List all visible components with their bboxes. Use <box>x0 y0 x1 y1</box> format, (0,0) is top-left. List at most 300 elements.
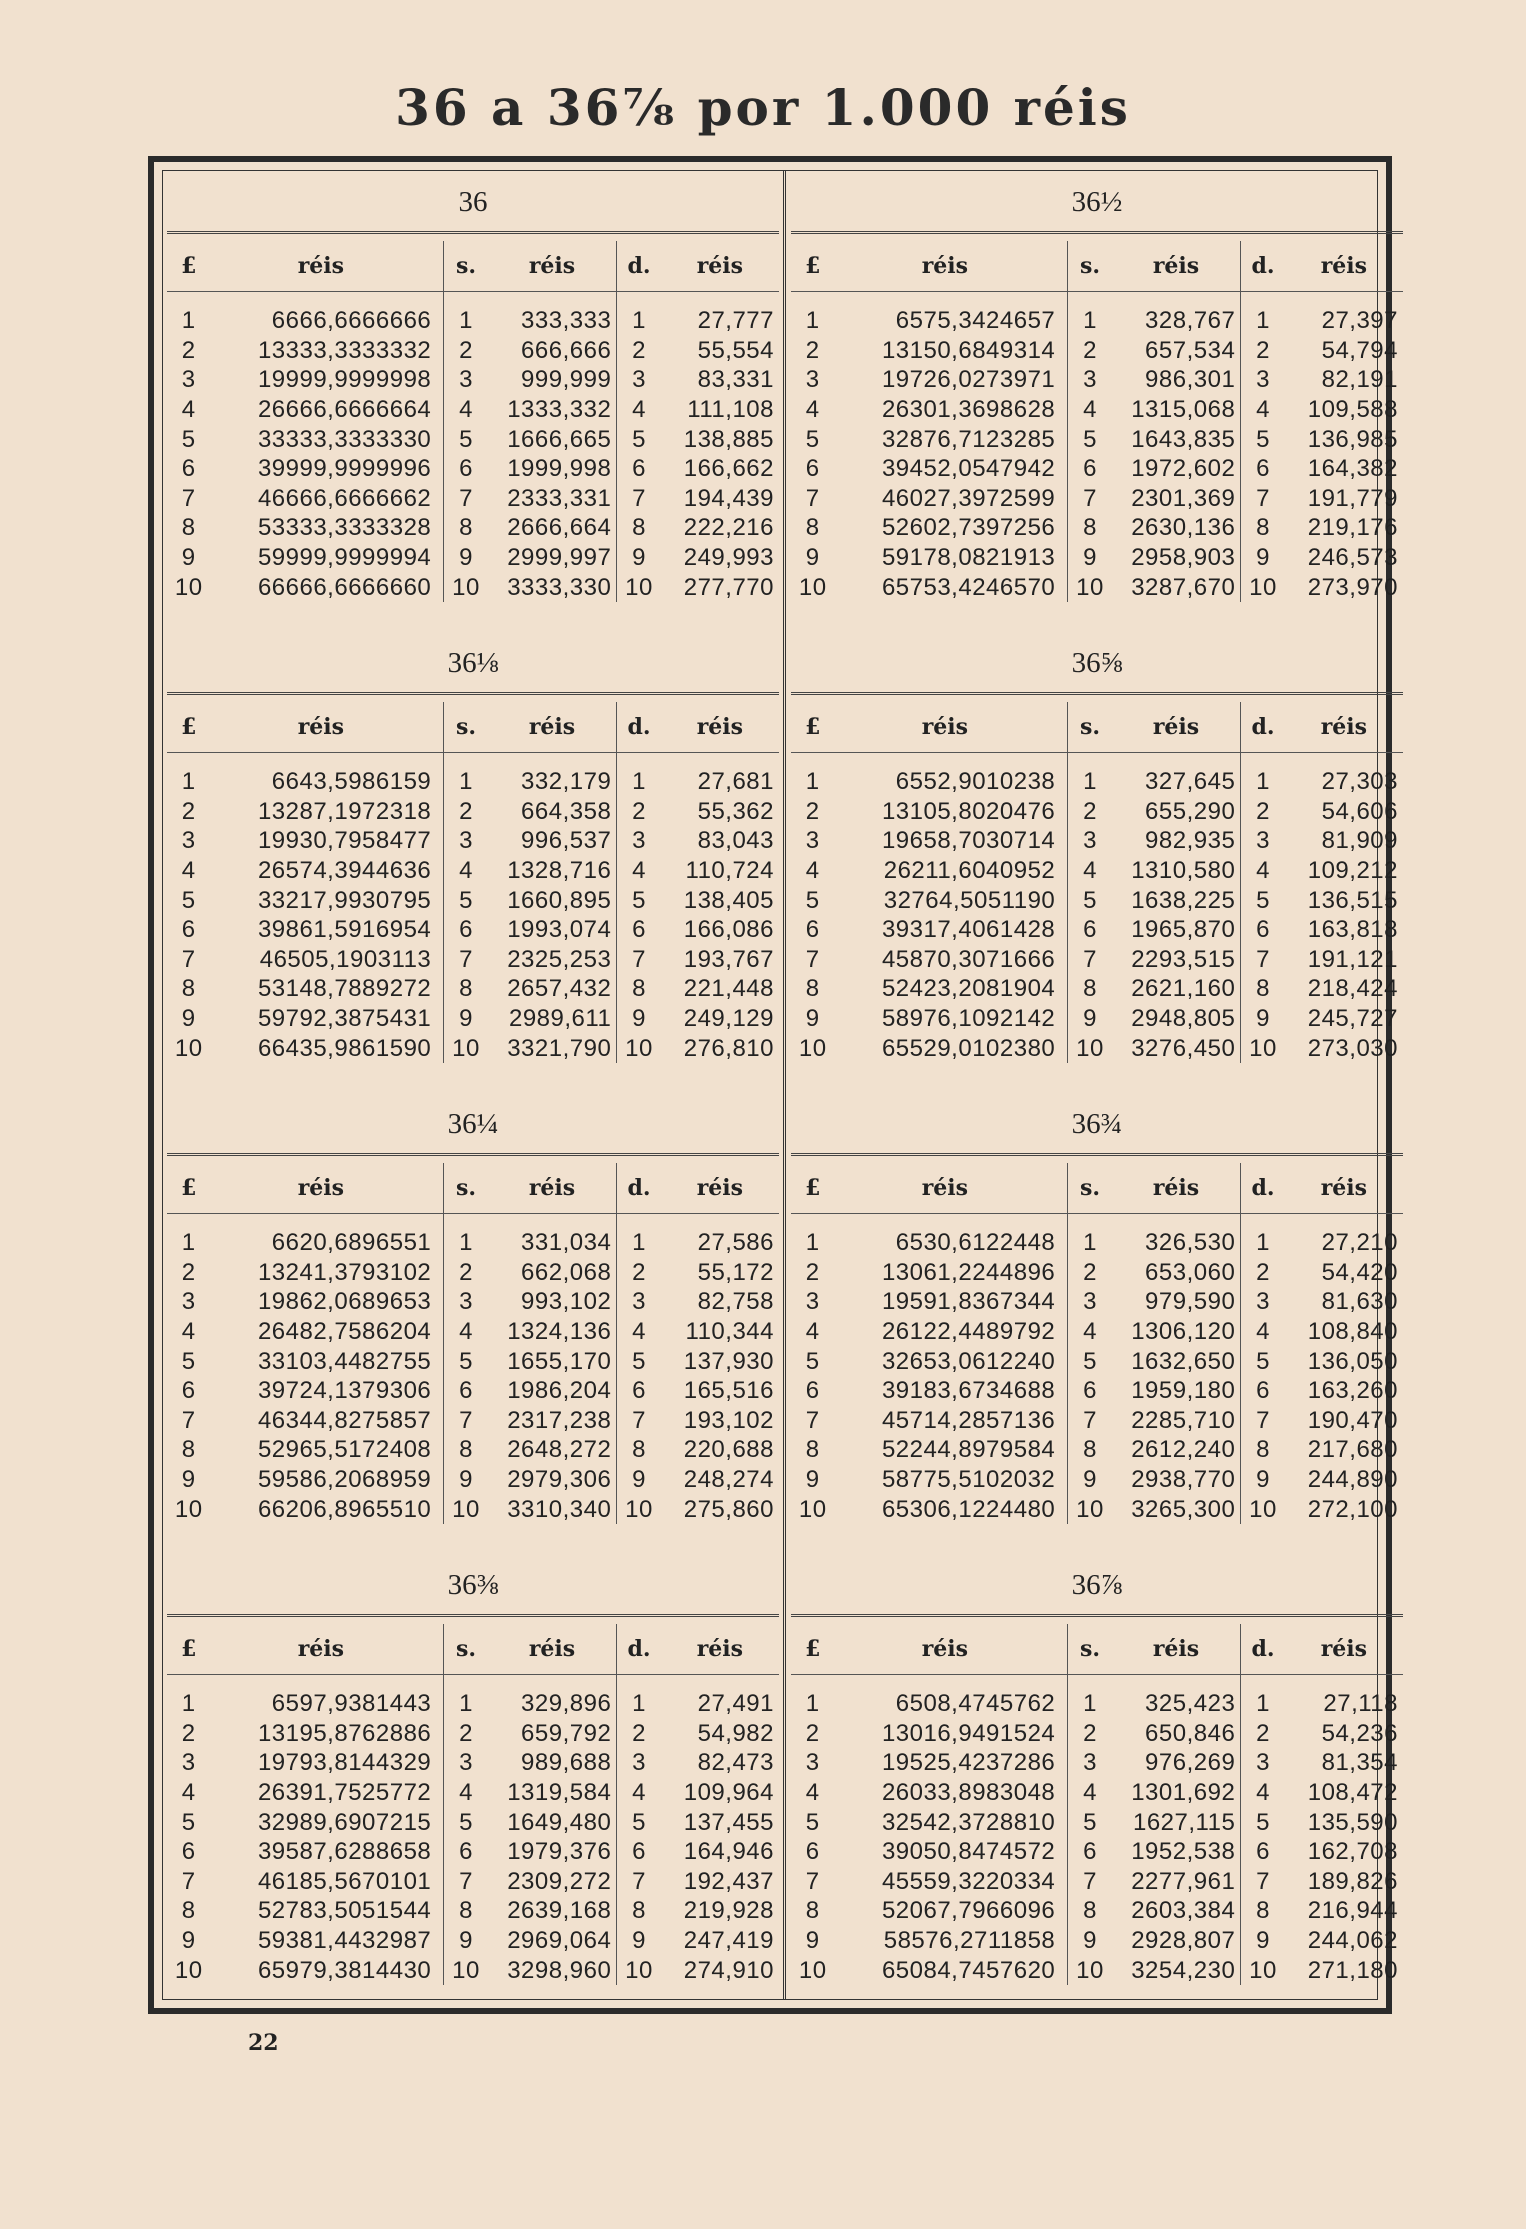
pence-cell: 2 <box>1241 1719 1285 1749</box>
table-row <box>791 885 1403 915</box>
shillings-cell: 6 <box>1068 454 1112 484</box>
pounds-cell: 9 <box>805 1005 820 1033</box>
reis-cell: 221,448 <box>683 975 774 1003</box>
shillings-cell: 10 <box>1068 572 1112 602</box>
shillings-cell: 6 <box>1068 915 1112 945</box>
reis-cell: 39183,6734688 <box>881 1377 1056 1405</box>
reis-cell: 1324,136 <box>507 1318 612 1346</box>
pounds-cell: 1 <box>805 1229 820 1257</box>
table-row <box>791 1033 1403 1063</box>
shillings-cell: 8 <box>1068 974 1112 1004</box>
pounds-cell: 4 <box>805 1779 820 1807</box>
shillings-cell: 10 <box>444 572 488 602</box>
table-row <box>791 395 1403 425</box>
pence-cell: 8 <box>1241 513 1285 543</box>
reis-cell: 82,758 <box>697 1288 774 1316</box>
rate-panel-title: 36½ <box>1071 186 1123 218</box>
shillings-cell: 1 <box>444 1675 488 1719</box>
reis-cell: 39452,0547942 <box>881 455 1056 483</box>
pounds-cell: 3 <box>181 827 196 855</box>
reis-cell: 27,586 <box>697 1229 774 1257</box>
pounds-cell: 6 <box>181 1838 196 1866</box>
reis-cell: 2317,238 <box>507 1406 612 1434</box>
reis-cell: 3321,790 <box>507 1034 612 1062</box>
reis-cell: 83,043 <box>697 827 774 855</box>
table-row <box>167 826 779 856</box>
reis-cell: 27,397 <box>1321 307 1398 335</box>
shillings-cell: 7 <box>1068 945 1112 975</box>
reis-cell: 13241,3793102 <box>257 1258 432 1286</box>
shillings-cell: 10 <box>1068 1033 1112 1063</box>
table-row <box>791 1896 1403 1926</box>
shillings-cell: 5 <box>444 1346 488 1376</box>
reis-cell: 219,928 <box>683 1897 774 1925</box>
pence-cell: 7 <box>1241 945 1285 975</box>
reis-cell: 2603,384 <box>1131 1897 1236 1925</box>
pounds-cell: 8 <box>805 514 820 542</box>
reis-cell: 659,792 <box>521 1719 612 1747</box>
shillings-cell: 6 <box>1068 1376 1112 1406</box>
reis-cell: 327,645 <box>1145 768 1236 796</box>
reis-cell: 2657,432 <box>507 975 612 1003</box>
pounds-cell: 10 <box>798 1034 827 1062</box>
reis-cell: 979,590 <box>1145 1288 1236 1316</box>
reis-header: réis <box>488 702 617 753</box>
reis-cell: 1649,480 <box>507 1808 612 1836</box>
shillings-cell: 4 <box>1068 1317 1112 1347</box>
pounds-cell: 6 <box>805 455 820 483</box>
reis-cell: 2612,240 <box>1131 1436 1236 1464</box>
shillings-cell: 1 <box>1068 1214 1112 1258</box>
reis-cell: 1952,538 <box>1131 1838 1236 1866</box>
reis-cell: 3265,300 <box>1131 1495 1236 1523</box>
pounds-cell: 7 <box>805 945 820 973</box>
reis-cell: 13333,3333332 <box>257 336 432 364</box>
table-row <box>167 424 779 454</box>
shillings-cell: 4 <box>444 395 488 425</box>
pence-cell: 2 <box>1241 1258 1285 1288</box>
pence-cell: 7 <box>617 1406 661 1436</box>
reis-cell: 1666,665 <box>507 425 612 453</box>
reis-cell: 2630,136 <box>1131 514 1236 542</box>
pounds-cell: 9 <box>805 544 820 572</box>
table-row <box>791 826 1403 856</box>
reis-cell: 2666,664 <box>507 514 612 542</box>
reis-cell: 247,419 <box>683 1927 774 1955</box>
shillings-cell: 8 <box>444 513 488 543</box>
reis-cell: 6530,6122448 <box>895 1229 1056 1257</box>
reis-header: réis <box>834 241 1067 292</box>
page-title: 36 a 36⅞ por 1.000 réis <box>395 78 1131 137</box>
table-row <box>791 1406 1403 1436</box>
reis-cell: 192,437 <box>683 1867 774 1895</box>
reis-cell: 32542,3728810 <box>881 1808 1056 1836</box>
reis-cell: 111,108 <box>687 396 774 424</box>
reis-cell: 53333,3333328 <box>257 514 432 542</box>
reis-cell: 27,681 <box>697 768 774 796</box>
pounds-cell: 5 <box>181 1808 196 1836</box>
table-row <box>791 572 1403 602</box>
reis-cell: 27,491 <box>697 1690 774 1718</box>
pence-cell: 1 <box>617 1675 661 1719</box>
conversion-table <box>167 1163 779 1524</box>
reis-header: réis <box>661 1163 779 1214</box>
panel-rule <box>167 231 779 234</box>
reis-cell: 66435,9861590 <box>257 1034 432 1062</box>
reis-cell: 27,777 <box>697 307 774 335</box>
reis-cell: 2948,805 <box>1131 1005 1236 1033</box>
shilling-header: s. <box>1068 702 1112 753</box>
reis-cell: 19591,8367344 <box>881 1288 1056 1316</box>
reis-cell: 1328,716 <box>507 857 612 885</box>
reis-cell: 54,420 <box>1321 1258 1398 1286</box>
reis-cell: 1333,332 <box>507 396 612 424</box>
reis-cell: 190,470 <box>1307 1406 1398 1434</box>
reis-cell: 26482,7586204 <box>257 1318 432 1346</box>
reis-cell: 333,333 <box>521 307 612 335</box>
reis-cell: 66666,6666660 <box>257 573 432 601</box>
table-row <box>167 1494 779 1524</box>
reis-cell: 81,909 <box>1321 827 1398 855</box>
reis-cell: 81,354 <box>1321 1749 1398 1777</box>
conversion-table <box>167 1624 779 1985</box>
reis-cell: 59792,3875431 <box>257 1005 432 1033</box>
pence-cell: 9 <box>617 1926 661 1956</box>
table-row <box>791 1004 1403 1034</box>
reis-cell: 46185,5670101 <box>257 1867 432 1895</box>
reis-cell: 2639,168 <box>507 1897 612 1925</box>
reis-cell: 2958,903 <box>1131 544 1236 572</box>
pence-cell: 9 <box>617 1004 661 1034</box>
reis-cell: 2333,331 <box>507 484 612 512</box>
reis-header: réis <box>1112 702 1241 753</box>
pounds-cell: 5 <box>181 886 196 914</box>
reis-cell: 1627,115 <box>1132 1808 1236 1836</box>
reis-cell: 1638,225 <box>1131 886 1236 914</box>
reis-cell: 331,034 <box>521 1229 612 1257</box>
table-row <box>167 1778 779 1808</box>
reis-cell: 52067,7966096 <box>881 1897 1056 1925</box>
pence-cell: 4 <box>1241 1317 1285 1347</box>
reis-cell: 164,946 <box>683 1838 774 1866</box>
pence-cell: 6 <box>1241 1837 1285 1867</box>
pence-cell: 10 <box>1241 572 1285 602</box>
reis-cell: 1315,068 <box>1131 396 1236 424</box>
reis-cell: 982,935 <box>1145 827 1236 855</box>
pounds-cell: 6 <box>805 1377 820 1405</box>
pence-header: d. <box>1241 1624 1285 1675</box>
pence-cell: 2 <box>1241 797 1285 827</box>
pence-cell: 1 <box>1241 1214 1285 1258</box>
reis-cell: 325,423 <box>1145 1690 1236 1718</box>
rate-panel <box>791 632 1403 1093</box>
rate-panel-title: 36 <box>458 186 488 218</box>
table-row <box>791 543 1403 573</box>
reis-cell: 55,362 <box>697 797 774 825</box>
reis-header: réis <box>1285 1163 1403 1214</box>
reis-cell: 19525,4237286 <box>881 1749 1056 1777</box>
reis-header: réis <box>1285 702 1403 753</box>
table-row <box>167 572 779 602</box>
table-row <box>167 1867 779 1897</box>
table-row <box>167 856 779 886</box>
reis-cell: 39999,9999996 <box>257 455 432 483</box>
shillings-cell: 1 <box>1068 753 1112 797</box>
reis-cell: 1999,998 <box>507 455 612 483</box>
pence-cell: 5 <box>617 1807 661 1837</box>
rate-panel-title: 36⅝ <box>1071 647 1123 679</box>
pence-cell: 7 <box>617 484 661 514</box>
pence-cell: 2 <box>617 797 661 827</box>
reis-cell: 1993,074 <box>507 916 612 944</box>
pence-cell: 1 <box>1241 292 1285 336</box>
reis-cell: 6597,9381443 <box>271 1690 432 1718</box>
reis-header: réis <box>210 241 443 292</box>
pence-cell: 9 <box>617 543 661 573</box>
pounds-cell: 10 <box>174 1495 203 1523</box>
shillings-cell: 6 <box>444 454 488 484</box>
reis-cell: 136,985 <box>1307 425 1398 453</box>
table-row <box>791 1675 1403 1719</box>
pence-cell: 8 <box>617 974 661 1004</box>
reis-cell: 52602,7397256 <box>881 514 1056 542</box>
rate-panel-title: 36¼ <box>447 1108 499 1140</box>
table-row <box>791 1494 1403 1524</box>
table-row <box>791 1955 1403 1985</box>
pound-header: £ <box>167 241 210 292</box>
table-row <box>167 1955 779 1985</box>
pence-cell: 3 <box>1241 1287 1285 1317</box>
pence-cell: 4 <box>1241 856 1285 886</box>
pounds-cell: 2 <box>805 797 820 825</box>
pence-cell: 8 <box>1241 1435 1285 1465</box>
pence-cell: 5 <box>1241 1807 1285 1837</box>
pounds-cell: 9 <box>181 1005 196 1033</box>
table-row <box>167 454 779 484</box>
pence-cell: 5 <box>617 1346 661 1376</box>
pence-cell: 1 <box>1241 753 1285 797</box>
pounds-cell: 6 <box>181 1377 196 1405</box>
table-row <box>167 1926 779 1956</box>
table-row <box>791 1214 1403 1258</box>
table-row <box>791 365 1403 395</box>
pence-cell: 6 <box>617 1837 661 1867</box>
reis-cell: 2309,272 <box>507 1867 612 1895</box>
reis-header: réis <box>1285 1624 1403 1675</box>
pounds-cell: 10 <box>174 573 203 601</box>
pounds-cell: 3 <box>181 366 196 394</box>
pence-cell: 7 <box>1241 484 1285 514</box>
reis-cell: 26033,8983048 <box>881 1779 1056 1807</box>
table-row <box>791 915 1403 945</box>
reis-cell: 1301,692 <box>1131 1779 1236 1807</box>
shillings-cell: 9 <box>1068 1465 1112 1495</box>
shillings-cell: 3 <box>444 365 488 395</box>
table-row <box>791 1867 1403 1897</box>
reis-cell: 13105,8020476 <box>881 797 1056 825</box>
reis-cell: 276,810 <box>683 1034 774 1062</box>
reis-cell: 6508,4745762 <box>895 1690 1056 1718</box>
shillings-cell: 8 <box>1068 1896 1112 1926</box>
pence-cell: 10 <box>617 572 661 602</box>
reis-cell: 110,344 <box>685 1318 774 1346</box>
reis-cell: 3276,450 <box>1131 1034 1236 1062</box>
reis-cell: 248,274 <box>683 1466 774 1494</box>
shillings-cell: 3 <box>1068 1748 1112 1778</box>
reis-cell: 273,030 <box>1307 1034 1398 1062</box>
reis-cell: 26391,7525772 <box>257 1779 432 1807</box>
shillings-cell: 9 <box>1068 1926 1112 1956</box>
reis-cell: 6643,5986159 <box>271 768 432 796</box>
table-row <box>167 1004 779 1034</box>
pence-cell: 10 <box>617 1955 661 1985</box>
shillings-cell: 4 <box>444 856 488 886</box>
table-row <box>167 1214 779 1258</box>
reis-cell: 65084,7457620 <box>881 1956 1056 1984</box>
table-row <box>791 1465 1403 1495</box>
table-row <box>167 292 779 336</box>
pounds-cell: 5 <box>805 425 820 453</box>
pounds-cell: 2 <box>805 336 820 364</box>
pence-cell: 6 <box>1241 1376 1285 1406</box>
shillings-cell: 5 <box>1068 1346 1112 1376</box>
rate-panel <box>791 171 1403 632</box>
shillings-cell: 2 <box>1068 1258 1112 1288</box>
table-row <box>791 1346 1403 1376</box>
reis-cell: 662,068 <box>521 1258 612 1286</box>
pounds-cell: 3 <box>805 366 820 394</box>
reis-cell: 39724,1379306 <box>257 1377 432 1405</box>
shilling-header: s. <box>444 1163 488 1214</box>
reis-cell: 26211,6040952 <box>883 857 1056 885</box>
reis-cell: 2989,611 <box>508 1005 612 1033</box>
shillings-cell: 7 <box>1068 1867 1112 1897</box>
reis-cell: 27,118 <box>1323 1690 1398 1718</box>
rate-panel-title: 36⅛ <box>447 647 499 679</box>
pounds-cell: 7 <box>181 1867 196 1895</box>
pounds-cell: 2 <box>181 1258 196 1286</box>
shillings-cell: 3 <box>444 1748 488 1778</box>
pence-cell: 10 <box>1241 1955 1285 1985</box>
pounds-cell: 1 <box>181 307 196 335</box>
pound-header: £ <box>167 702 210 753</box>
shillings-cell: 5 <box>1068 424 1112 454</box>
reis-cell: 275,860 <box>683 1495 774 1523</box>
table-row <box>167 1406 779 1436</box>
reis-cell: 82,191 <box>1321 366 1398 394</box>
reis-cell: 194,439 <box>683 484 774 512</box>
reis-cell: 1632,650 <box>1131 1347 1236 1375</box>
reis-cell: 55,172 <box>697 1258 774 1286</box>
pence-cell: 4 <box>617 395 661 425</box>
table-row <box>791 1926 1403 1956</box>
pence-cell: 2 <box>617 1719 661 1749</box>
shillings-cell: 2 <box>1068 797 1112 827</box>
shillings-cell: 6 <box>444 1376 488 1406</box>
panel-rule <box>791 1153 1403 1156</box>
pence-cell: 3 <box>617 1287 661 1317</box>
pounds-cell: 10 <box>798 1495 827 1523</box>
reis-cell: 1306,120 <box>1131 1318 1236 1346</box>
reis-cell: 3310,340 <box>507 1495 612 1523</box>
shillings-cell: 7 <box>1068 484 1112 514</box>
reis-cell: 664,358 <box>521 797 612 825</box>
pence-cell: 6 <box>1241 915 1285 945</box>
pounds-cell: 1 <box>805 768 820 796</box>
pounds-cell: 6 <box>805 1838 820 1866</box>
shillings-cell: 9 <box>1068 1004 1112 1034</box>
table-row <box>791 1287 1403 1317</box>
shillings-cell: 4 <box>1068 856 1112 886</box>
reis-cell: 39861,5916954 <box>257 916 432 944</box>
table-row <box>167 1748 779 1778</box>
pence-cell: 1 <box>617 1214 661 1258</box>
reis-cell: 27,303 <box>1321 768 1398 796</box>
reis-cell: 277,770 <box>683 573 774 601</box>
pence-cell: 1 <box>617 292 661 336</box>
reis-cell: 163,818 <box>1307 916 1398 944</box>
pounds-cell: 2 <box>805 1258 820 1286</box>
reis-cell: 244,890 <box>1307 1466 1398 1494</box>
table-row <box>167 1719 779 1749</box>
reis-cell: 46344,8275857 <box>257 1406 432 1434</box>
table-row <box>167 484 779 514</box>
pence-header: d. <box>617 241 661 292</box>
shilling-header: s. <box>1068 1163 1112 1214</box>
reis-cell: 54,606 <box>1321 797 1398 825</box>
pence-cell: 5 <box>617 424 661 454</box>
reis-cell: 32876,7123285 <box>881 425 1056 453</box>
table-row <box>167 885 779 915</box>
shilling-header: s. <box>1068 241 1112 292</box>
shillings-cell: 2 <box>444 1719 488 1749</box>
reis-header: réis <box>488 241 617 292</box>
reis-cell: 110,724 <box>685 857 774 885</box>
table-row <box>791 1837 1403 1867</box>
table-row <box>167 543 779 573</box>
reis-cell: 2277,961 <box>1131 1867 1236 1895</box>
reis-cell: 326,530 <box>1145 1229 1236 1257</box>
reis-cell: 249,993 <box>683 544 774 572</box>
reis-cell: 136,515 <box>1307 886 1398 914</box>
reis-cell: 65529,0102380 <box>881 1034 1056 1062</box>
rate-panel <box>167 171 779 632</box>
pounds-cell: 9 <box>805 1927 820 1955</box>
reis-cell: 2999,997 <box>507 544 612 572</box>
shillings-cell: 4 <box>444 1778 488 1808</box>
reis-cell: 39050,8474572 <box>881 1838 1056 1866</box>
shillings-cell: 8 <box>444 974 488 1004</box>
reis-cell: 65306,1224480 <box>881 1495 1056 1523</box>
table-row <box>167 1435 779 1465</box>
reis-cell: 46666,6666662 <box>257 484 432 512</box>
table-row <box>791 292 1403 336</box>
reis-cell: 996,537 <box>521 827 612 855</box>
reis-cell: 138,405 <box>683 886 774 914</box>
reis-cell: 189,826 <box>1307 1867 1398 1895</box>
pence-cell: 6 <box>1241 454 1285 484</box>
reis-cell: 45559,3220334 <box>881 1867 1056 1895</box>
shillings-cell: 5 <box>444 424 488 454</box>
shillings-cell: 8 <box>1068 513 1112 543</box>
pounds-cell: 9 <box>181 1927 196 1955</box>
pence-cell: 3 <box>617 1748 661 1778</box>
pence-cell: 9 <box>1241 1926 1285 1956</box>
shillings-cell: 9 <box>1068 543 1112 573</box>
reis-cell: 976,269 <box>1145 1749 1236 1777</box>
pounds-cell: 5 <box>805 886 820 914</box>
shillings-cell: 1 <box>1068 292 1112 336</box>
